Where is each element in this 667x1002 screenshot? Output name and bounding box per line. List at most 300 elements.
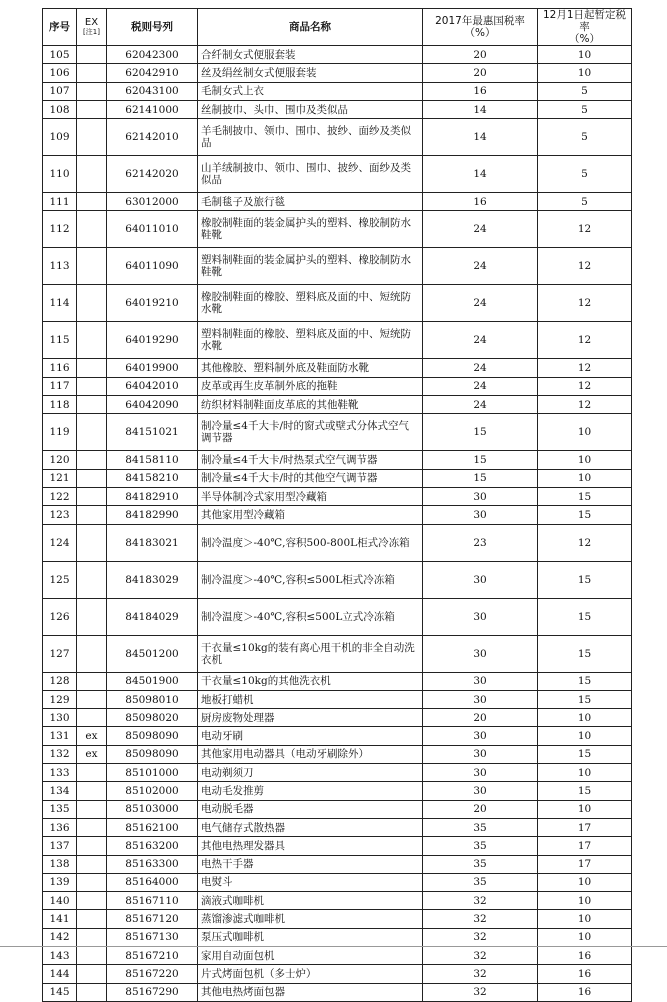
cell-rate-2017: 32 (423, 947, 538, 965)
cell-rate-dec: 5 (538, 119, 632, 156)
cell-rate-dec: 10 (538, 709, 632, 727)
cell-name: 其他橡胶、塑料制外底及鞋面防水靴 (198, 359, 423, 377)
cell-rate-2017: 30 (423, 506, 538, 524)
cell-seq: 125 (43, 561, 77, 598)
cell-rate-2017: 24 (423, 322, 538, 359)
table-row (43, 46, 632, 64)
cell-seq: 105 (43, 46, 77, 64)
cell-ex (77, 928, 107, 946)
cell-ex (77, 377, 107, 395)
cell-rate-2017: 30 (423, 782, 538, 800)
header-ex-note: [注1] (83, 28, 100, 36)
cell-ex: ex (77, 745, 107, 763)
cell-code: 85098090 (107, 745, 198, 763)
cell-code: 85162100 (107, 818, 198, 836)
cell-rate-2017: 30 (423, 487, 538, 505)
cell-rate-2017: 35 (423, 855, 538, 873)
table-row (43, 469, 632, 487)
cell-rate-dec: 16 (538, 965, 632, 983)
header-rate-dec-label: 12月1日起暂定税率 (542, 9, 627, 33)
cell-seq: 140 (43, 892, 77, 910)
cell-name: 毛制毯子及旅行毯 (198, 193, 423, 211)
table-row (43, 782, 632, 800)
cell-rate-dec: 12 (538, 377, 632, 395)
cell-rate-dec: 10 (538, 892, 632, 910)
cell-name: 泵压式咖啡机 (198, 928, 423, 946)
cell-name: 地板打蜡机 (198, 690, 423, 708)
cell-code: 62043100 (107, 82, 198, 100)
cell-ex (77, 561, 107, 598)
cell-seq: 134 (43, 782, 77, 800)
cell-ex (77, 782, 107, 800)
cell-rate-dec: 12 (538, 211, 632, 248)
header-ex (77, 9, 107, 46)
cell-ex (77, 414, 107, 451)
cell-name: 干衣量≤10kg的装有离心甩干机的非全自动洗衣机 (198, 635, 423, 672)
cell-rate-2017: 32 (423, 983, 538, 1001)
table-row (43, 119, 632, 156)
header-rate-2017-unit: （%） (464, 27, 496, 39)
cell-name: 制冷温度＞-40℃,容积≤500L柜式冷冻箱 (198, 561, 423, 598)
cell-rate-2017: 15 (423, 469, 538, 487)
cell-rate-dec: 15 (538, 561, 632, 598)
cell-rate-2017: 32 (423, 928, 538, 946)
cell-code: 84158210 (107, 469, 198, 487)
cell-ex (77, 322, 107, 359)
cell-rate-2017: 35 (423, 873, 538, 891)
cell-code: 84183021 (107, 524, 198, 561)
cell-ex (77, 285, 107, 322)
table-row (43, 727, 632, 745)
cell-rate-2017: 24 (423, 248, 538, 285)
cell-name: 制冷量≤4千大卡/时的窗式或壁式分体式空气调节器 (198, 414, 423, 451)
cell-rate-2017: 30 (423, 690, 538, 708)
tariff-table (42, 8, 632, 1002)
header-seq: 序号 (43, 9, 77, 46)
cell-name: 其他家用型冷藏箱 (198, 506, 423, 524)
cell-code: 64011090 (107, 248, 198, 285)
page-bottom-rule (0, 946, 667, 947)
cell-name: 制冷量≤4千大卡/时热泵式空气调节器 (198, 451, 423, 469)
table-row (43, 873, 632, 891)
cell-code: 64011010 (107, 211, 198, 248)
cell-code: 84151021 (107, 414, 198, 451)
cell-ex (77, 910, 107, 928)
cell-code: 62142010 (107, 119, 198, 156)
cell-rate-dec: 5 (538, 82, 632, 100)
cell-name: 毛制女式上衣 (198, 82, 423, 100)
cell-code: 64019210 (107, 285, 198, 322)
table-row (43, 910, 632, 928)
cell-seq: 110 (43, 156, 77, 193)
cell-seq: 109 (43, 119, 77, 156)
cell-ex (77, 873, 107, 891)
cell-name: 蒸馏渗滤式咖啡机 (198, 910, 423, 928)
cell-ex (77, 193, 107, 211)
cell-rate-dec: 10 (538, 910, 632, 928)
cell-rate-dec: 17 (538, 855, 632, 873)
cell-seq: 119 (43, 414, 77, 451)
cell-seq: 115 (43, 322, 77, 359)
cell-rate-2017: 30 (423, 598, 538, 635)
cell-code: 84501900 (107, 672, 198, 690)
cell-code: 62042300 (107, 46, 198, 64)
cell-rate-dec: 10 (538, 64, 632, 82)
table-row (43, 635, 632, 672)
cell-seq: 122 (43, 487, 77, 505)
cell-code: 64042090 (107, 396, 198, 414)
table-row (43, 64, 632, 82)
header-ex-label: EX (84, 17, 99, 28)
cell-ex (77, 709, 107, 727)
table-row (43, 377, 632, 395)
cell-name: 滴液式咖啡机 (198, 892, 423, 910)
cell-name: 其他电热理发器具 (198, 837, 423, 855)
table-row (43, 451, 632, 469)
table-row (43, 965, 632, 983)
cell-code: 64019290 (107, 322, 198, 359)
cell-rate-dec: 10 (538, 800, 632, 818)
cell-code: 85098020 (107, 709, 198, 727)
header-rate-2017-label: 2017年最惠国税率 (435, 15, 525, 27)
cell-rate-2017: 35 (423, 818, 538, 836)
cell-seq: 132 (43, 745, 77, 763)
cell-seq: 143 (43, 947, 77, 965)
cell-rate-dec: 12 (538, 396, 632, 414)
cell-name: 橡胶制鞋面的装金属护头的塑料、橡胶制防水鞋靴 (198, 211, 423, 248)
cell-ex (77, 524, 107, 561)
cell-seq: 116 (43, 359, 77, 377)
table-row (43, 928, 632, 946)
cell-seq: 112 (43, 211, 77, 248)
cell-seq: 133 (43, 764, 77, 782)
table-row (43, 709, 632, 727)
cell-rate-2017: 15 (423, 414, 538, 451)
cell-ex (77, 396, 107, 414)
cell-rate-dec: 12 (538, 359, 632, 377)
table-row (43, 156, 632, 193)
cell-code: 62141000 (107, 100, 198, 118)
cell-rate-2017: 14 (423, 119, 538, 156)
cell-rate-2017: 30 (423, 561, 538, 598)
cell-code: 84182910 (107, 487, 198, 505)
cell-ex (77, 156, 107, 193)
table-row (43, 818, 632, 836)
table-row (43, 672, 632, 690)
cell-name: 电热干手器 (198, 855, 423, 873)
table-row (43, 211, 632, 248)
cell-seq: 129 (43, 690, 77, 708)
cell-code: 85167290 (107, 983, 198, 1001)
cell-rate-dec: 15 (538, 690, 632, 708)
cell-seq: 111 (43, 193, 77, 211)
cell-name: 片式烤面包机（多士炉） (198, 965, 423, 983)
cell-name: 电熨斗 (198, 873, 423, 891)
cell-ex (77, 100, 107, 118)
cell-ex (77, 837, 107, 855)
cell-rate-dec: 15 (538, 782, 632, 800)
cell-name: 羊毛制披巾、领巾、围巾、披纱、面纱及类似品 (198, 119, 423, 156)
table-row (43, 837, 632, 855)
cell-ex (77, 469, 107, 487)
cell-rate-dec: 10 (538, 873, 632, 891)
cell-ex (77, 764, 107, 782)
cell-rate-dec: 17 (538, 818, 632, 836)
cell-seq: 118 (43, 396, 77, 414)
cell-code: 85167130 (107, 928, 198, 946)
cell-rate-dec: 15 (538, 745, 632, 763)
cell-code: 85102000 (107, 782, 198, 800)
cell-name: 其他电热烤面包器 (198, 983, 423, 1001)
cell-code: 85167120 (107, 910, 198, 928)
cell-rate-dec: 12 (538, 322, 632, 359)
cell-code: 85098090 (107, 727, 198, 745)
table-row (43, 764, 632, 782)
table-row (43, 561, 632, 598)
cell-seq: 114 (43, 285, 77, 322)
cell-seq: 144 (43, 965, 77, 983)
cell-ex (77, 818, 107, 836)
cell-code: 85164000 (107, 873, 198, 891)
table-row (43, 983, 632, 1001)
cell-ex (77, 672, 107, 690)
cell-ex (77, 855, 107, 873)
cell-code: 85167110 (107, 892, 198, 910)
cell-code: 62142020 (107, 156, 198, 193)
cell-rate-2017: 32 (423, 892, 538, 910)
table-row (43, 947, 632, 965)
cell-rate-2017: 32 (423, 965, 538, 983)
cell-ex (77, 892, 107, 910)
cell-rate-2017: 20 (423, 46, 538, 64)
cell-ex (77, 635, 107, 672)
cell-rate-2017: 20 (423, 709, 538, 727)
cell-name: 电动牙刷 (198, 727, 423, 745)
cell-seq: 126 (43, 598, 77, 635)
table-row (43, 359, 632, 377)
cell-name: 丝制披巾、头巾、围巾及类似品 (198, 100, 423, 118)
cell-seq: 139 (43, 873, 77, 891)
cell-ex (77, 983, 107, 1001)
cell-name: 干衣量≤10kg的其他洗衣机 (198, 672, 423, 690)
cell-ex (77, 211, 107, 248)
cell-rate-dec: 10 (538, 46, 632, 64)
header-code: 税则号列 (107, 9, 198, 46)
cell-ex (77, 690, 107, 708)
table-row (43, 800, 632, 818)
cell-seq: 113 (43, 248, 77, 285)
table-row (43, 82, 632, 100)
cell-code: 85101000 (107, 764, 198, 782)
cell-code: 84158110 (107, 451, 198, 469)
cell-seq: 124 (43, 524, 77, 561)
cell-rate-2017: 30 (423, 672, 538, 690)
cell-ex (77, 46, 107, 64)
cell-seq: 120 (43, 451, 77, 469)
cell-rate-2017: 14 (423, 156, 538, 193)
table-row (43, 745, 632, 763)
cell-code: 85098010 (107, 690, 198, 708)
cell-rate-2017: 30 (423, 764, 538, 782)
cell-code: 85163200 (107, 837, 198, 855)
header-name: 商品名称 (198, 9, 423, 46)
cell-rate-2017: 24 (423, 377, 538, 395)
cell-ex: ex (77, 727, 107, 745)
cell-seq: 141 (43, 910, 77, 928)
cell-rate-dec: 15 (538, 598, 632, 635)
header-rate-dec-unit: （%） (569, 33, 600, 45)
cell-rate-2017: 20 (423, 800, 538, 818)
cell-ex (77, 598, 107, 635)
cell-rate-dec: 10 (538, 928, 632, 946)
cell-code: 85167210 (107, 947, 198, 965)
cell-rate-dec: 5 (538, 100, 632, 118)
table-row (43, 193, 632, 211)
cell-name: 其他家用电动器具（电动牙刷除外） (198, 745, 423, 763)
table-row (43, 598, 632, 635)
cell-seq: 127 (43, 635, 77, 672)
cell-seq: 123 (43, 506, 77, 524)
cell-rate-dec: 10 (538, 727, 632, 745)
cell-ex (77, 451, 107, 469)
cell-code: 64019900 (107, 359, 198, 377)
cell-seq: 135 (43, 800, 77, 818)
cell-rate-2017: 30 (423, 727, 538, 745)
table-row (43, 414, 632, 451)
cell-rate-2017: 14 (423, 100, 538, 118)
cell-rate-dec: 15 (538, 487, 632, 505)
header-rate-dec (538, 9, 632, 46)
table-row (43, 524, 632, 561)
table-row (43, 855, 632, 873)
header-row (43, 9, 632, 46)
cell-seq: 130 (43, 709, 77, 727)
cell-ex (77, 965, 107, 983)
cell-rate-2017: 30 (423, 635, 538, 672)
table-row (43, 690, 632, 708)
cell-name: 电动毛发推剪 (198, 782, 423, 800)
table-row (43, 396, 632, 414)
cell-code: 62042910 (107, 64, 198, 82)
cell-rate-dec: 10 (538, 764, 632, 782)
cell-seq: 137 (43, 837, 77, 855)
cell-rate-dec: 12 (538, 524, 632, 561)
cell-seq: 131 (43, 727, 77, 745)
cell-seq: 128 (43, 672, 77, 690)
cell-code: 84182990 (107, 506, 198, 524)
cell-name: 合纤制女式便服套装 (198, 46, 423, 64)
cell-name: 塑料制鞋面的装金属护头的塑料、橡胶制防水鞋靴 (198, 248, 423, 285)
cell-ex (77, 82, 107, 100)
table-body (43, 46, 632, 1002)
table-row (43, 892, 632, 910)
cell-rate-2017: 15 (423, 451, 538, 469)
cell-name: 厨房废物处理器 (198, 709, 423, 727)
cell-code: 85103000 (107, 800, 198, 818)
cell-rate-2017: 20 (423, 64, 538, 82)
cell-rate-dec: 5 (538, 193, 632, 211)
cell-rate-dec: 12 (538, 248, 632, 285)
cell-rate-dec: 15 (538, 672, 632, 690)
cell-code: 84184029 (107, 598, 198, 635)
cell-rate-dec: 17 (538, 837, 632, 855)
cell-rate-2017: 24 (423, 359, 538, 377)
cell-name: 制冷温度＞-40℃,容积≤500L立式冷冻箱 (198, 598, 423, 635)
cell-seq: 138 (43, 855, 77, 873)
cell-name: 皮革或再生皮革制外底的拖鞋 (198, 377, 423, 395)
cell-seq: 108 (43, 100, 77, 118)
cell-code: 85167220 (107, 965, 198, 983)
cell-rate-2017: 35 (423, 837, 538, 855)
cell-seq: 121 (43, 469, 77, 487)
cell-ex (77, 487, 107, 505)
cell-rate-2017: 16 (423, 193, 538, 211)
cell-ex (77, 359, 107, 377)
cell-ex (77, 119, 107, 156)
cell-ex (77, 947, 107, 965)
cell-name: 半导体制冷式家用型冷藏箱 (198, 487, 423, 505)
cell-rate-dec: 10 (538, 451, 632, 469)
cell-rate-dec: 5 (538, 156, 632, 193)
cell-ex (77, 248, 107, 285)
cell-ex (77, 506, 107, 524)
cell-name: 山羊绒制披巾、领巾、围巾、披纱、面纱及类似品 (198, 156, 423, 193)
cell-name: 纺织材料制鞋面皮革底的其他鞋靴 (198, 396, 423, 414)
cell-seq: 136 (43, 818, 77, 836)
cell-rate-dec: 12 (538, 285, 632, 322)
cell-ex (77, 64, 107, 82)
cell-code: 63012000 (107, 193, 198, 211)
cell-seq: 142 (43, 928, 77, 946)
cell-rate-2017: 24 (423, 285, 538, 322)
cell-seq: 107 (43, 82, 77, 100)
cell-name: 电气储存式散热器 (198, 818, 423, 836)
cell-rate-dec: 10 (538, 469, 632, 487)
cell-rate-2017: 23 (423, 524, 538, 561)
cell-ex (77, 800, 107, 818)
cell-rate-dec: 15 (538, 635, 632, 672)
cell-seq: 145 (43, 983, 77, 1001)
cell-name: 塑料制鞋面的橡胶、塑料底及面的中、短统防水靴 (198, 322, 423, 359)
cell-rate-2017: 16 (423, 82, 538, 100)
table-row (43, 487, 632, 505)
cell-rate-dec: 10 (538, 414, 632, 451)
cell-name: 丝及绢丝制女式便服套装 (198, 64, 423, 82)
cell-name: 橡胶制鞋面的橡胶、塑料底及面的中、短统防水靴 (198, 285, 423, 322)
table-row (43, 248, 632, 285)
cell-name: 家用自动面包机 (198, 947, 423, 965)
cell-rate-dec: 16 (538, 983, 632, 1001)
cell-rate-dec: 16 (538, 947, 632, 965)
table-row (43, 100, 632, 118)
cell-seq: 117 (43, 377, 77, 395)
cell-rate-dec: 15 (538, 506, 632, 524)
cell-rate-2017: 24 (423, 396, 538, 414)
cell-seq: 106 (43, 64, 77, 82)
cell-rate-2017: 30 (423, 745, 538, 763)
cell-code: 84501200 (107, 635, 198, 672)
cell-rate-2017: 32 (423, 910, 538, 928)
cell-code: 85163300 (107, 855, 198, 873)
table-row (43, 285, 632, 322)
cell-name: 制冷量≤4千大卡/时的其他空气调节器 (198, 469, 423, 487)
cell-code: 84183029 (107, 561, 198, 598)
table-row (43, 322, 632, 359)
cell-rate-2017: 24 (423, 211, 538, 248)
header-rate-2017 (423, 9, 538, 46)
cell-code: 64042010 (107, 377, 198, 395)
cell-name: 电动脱毛器 (198, 800, 423, 818)
